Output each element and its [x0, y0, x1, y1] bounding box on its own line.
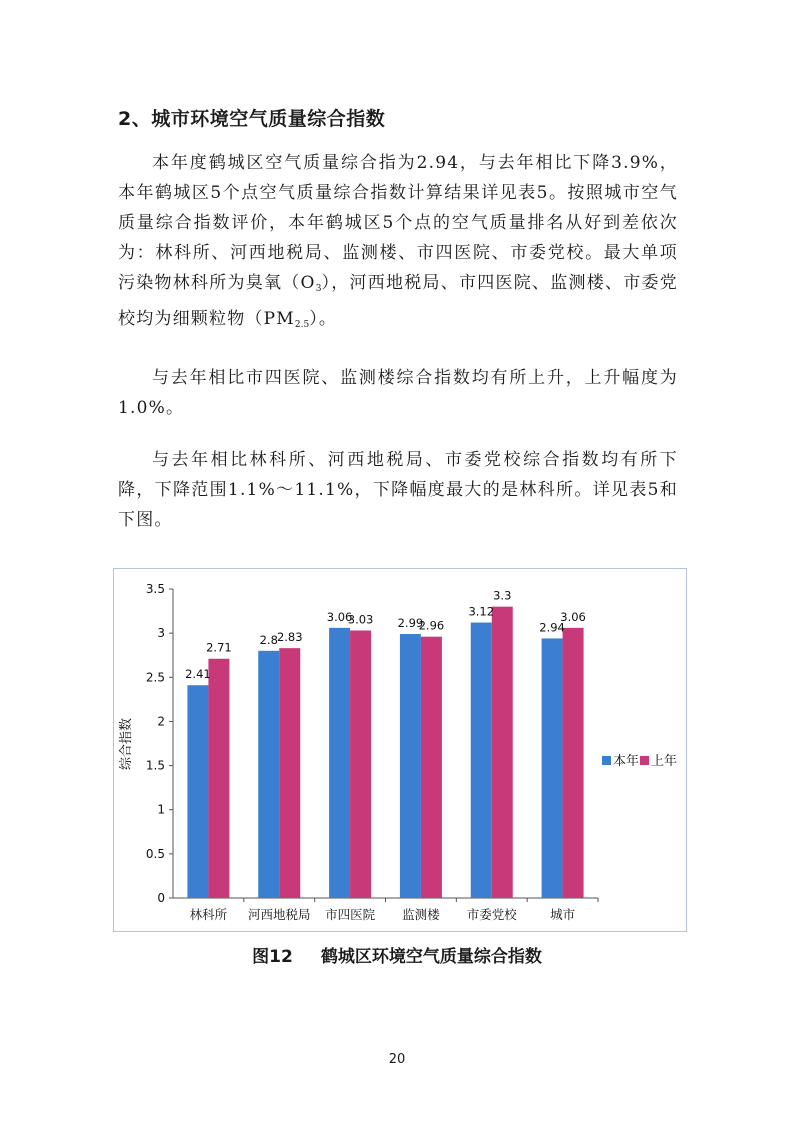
x-tick-label: 市委党校 — [466, 907, 517, 922]
data-label: 3.12 — [468, 604, 495, 619]
chart-frame — [113, 568, 687, 932]
y-tick-label: 3.5 — [145, 582, 165, 596]
legend-layer — [602, 753, 677, 769]
bar-本年-监测楼 — [400, 634, 421, 898]
x-tick-label: 林科所 — [189, 907, 228, 922]
data-label: 2.41 — [185, 667, 211, 682]
bar-本年-城市 — [542, 638, 563, 898]
bar-本年-河西地税局 — [258, 651, 279, 898]
y-tick-label: 1.5 — [145, 758, 165, 773]
paragraph-1-text-a: 本年度鹤城区空气质量综合指为2.94，与去年相比下降3.9%，本年鹤城区5个点空气质量综合指数计算结果详见表5。按照城市空气质量综合指数评价，本年鹤城区5个点的空气质量排名从好到差依次为：林科所、河西地税局、监测楼、市四医院、市委党校。最大单项污染物林科所为臭氧（O — [118, 153, 678, 293]
data-label: 2.96 — [418, 618, 445, 633]
data-label: 3.06 — [326, 609, 353, 624]
bar-上年-市四医院 — [350, 630, 371, 898]
bar-本年-林科所 — [187, 685, 208, 898]
data-label: 2.99 — [397, 616, 424, 631]
y-tick-label: 1 — [157, 802, 165, 817]
data-label: 2.94 — [539, 620, 565, 635]
legend-swatch-本年 — [602, 756, 611, 765]
ozone-subscript: 3 — [315, 284, 322, 294]
bars-layer — [187, 604, 583, 898]
x-tick-label: 河西地税局 — [247, 907, 311, 922]
paragraph-1-text-c: ）。 — [309, 309, 338, 329]
bar-上年-河西地税局 — [279, 648, 300, 898]
bar-上年-林科所 — [208, 659, 229, 898]
figure-caption — [0, 942, 794, 967]
x-tick-label: 城市 — [550, 907, 576, 922]
y-axis-title: 综合指数 — [119, 717, 134, 771]
y-tick-label: 0 — [157, 891, 165, 905]
paragraph-3: 与去年相比林科所、河西地税局、市委党校综合指数均有所下降，下降范围1.1%～11.1%，下降幅度最大的是林科所。详见表5和下图。 — [118, 450, 678, 530]
x-tick-label: 监测楼 — [402, 907, 440, 922]
section-heading: 2、城市环境空气质量综合指数 — [118, 108, 386, 130]
y-tick-label: 2 — [157, 714, 165, 729]
figure-number: 图12 — [252, 947, 293, 967]
y-tick-label: 2.5 — [145, 670, 165, 685]
page-number: 20 — [388, 1052, 406, 1067]
legend-label-本年: 本年 — [613, 754, 640, 769]
data-label: 2.83 — [276, 630, 303, 645]
data-label: 3.3 — [493, 588, 512, 603]
data-label: 3.03 — [347, 612, 374, 627]
pm-subscript: 2.5 — [294, 320, 310, 330]
y-tick-label: 0.5 — [145, 846, 165, 861]
bar-上年-市委党校 — [492, 607, 513, 898]
labels-layer — [185, 589, 586, 922]
bar-本年-市委党校 — [471, 623, 492, 898]
figure-title: 鹤城区环境空气质量综合指数 — [320, 947, 542, 967]
legend-swatch-上年 — [640, 756, 649, 765]
bar-上年-城市 — [563, 628, 584, 898]
data-label: 2.8 — [259, 632, 278, 647]
data-label: 2.71 — [206, 640, 232, 655]
y-tick-label: 3 — [157, 626, 165, 641]
legend-label-上年: 上年 — [651, 754, 678, 769]
paragraph-1-text-b: ），河西地税局、市四医院、监测楼、市委党校均为细颗粒物（PM — [118, 273, 679, 329]
bar-上年-监测楼 — [421, 637, 442, 898]
paragraph-1 — [118, 148, 678, 340]
x-tick-label: 市四医院 — [325, 907, 376, 922]
bar-本年-市四医院 — [329, 628, 350, 898]
bar-chart — [114, 569, 686, 931]
paragraph-2: 与去年相比市四医院、监测楼综合指数均有所上升，上升幅度为1.0%。 — [118, 368, 678, 418]
data-label: 3.06 — [560, 609, 586, 624]
